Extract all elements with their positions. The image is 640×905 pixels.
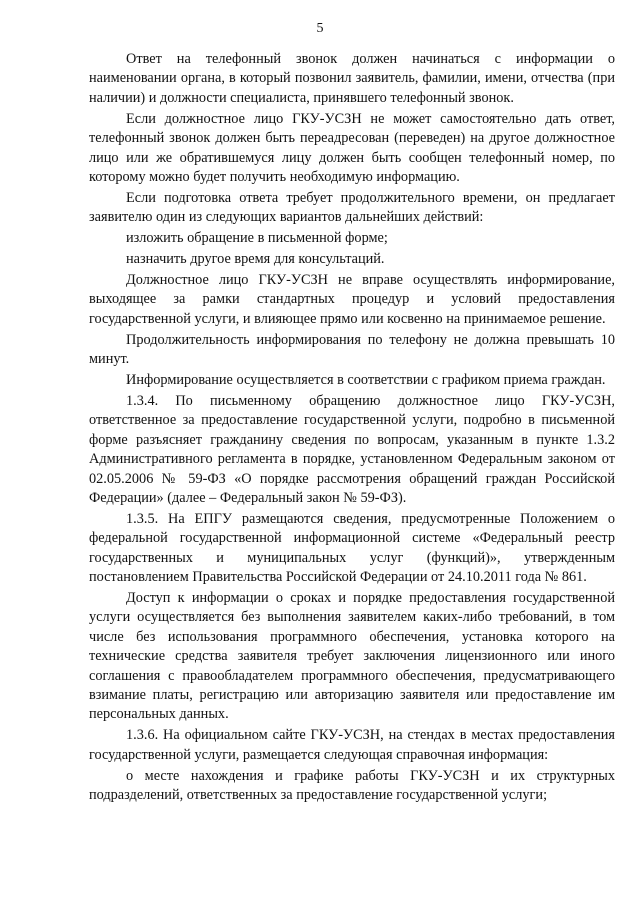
paragraph-restriction: Должностное лицо ГКУ-УСЗН не вправе осуществлять информирование, выходящее за рамки стандартных процедур и условий предоставления государственной услуги, и влияющее прямо или косвенно на принимаемое решение. xyxy=(89,271,615,327)
paragraph-schedule: Информирование осуществляется в соответствии с графиком приема граждан. xyxy=(126,372,606,388)
page-number: 5 xyxy=(316,21,324,36)
paragraph-option-written: изложить обращение в письменной форме; xyxy=(126,230,388,247)
paragraph-1-3-4: 1.3.4. По письменному обращению должностное лицо ГКУ-УСЗН, ответственное за предоставление государственной услуги, подробно в письменной форме разъясняет гражданину сведения по вопросам, указанным в пункте 1.3.2 Административного регламента в порядке, установленном Федеральным законом от 02.05.2006 № 59-ФЗ «О порядке рассмотрения обращений граждан Российской Федерации» (далее – Федеральный закон № 59-ФЗ). xyxy=(89,392,615,506)
paragraph-duration: Продолжительность информирования по телефону не должна превышать 10 минут. xyxy=(89,331,615,368)
document-body xyxy=(89,50,615,807)
paragraph-1-3-5: 1.3.5. На ЕПГУ размещаются сведения, предусмотренные Положением о федеральной государственной информационной системе «Федеральный реестр государственных и муниципальных услуг (функций)», утвержденным постановлением Правительства Российской Федерации от 24.10.2011 года № 861. xyxy=(89,510,615,586)
paragraph-option-reschedule: назначить другое время для консультаций. xyxy=(126,251,385,268)
paragraph-long-preparation: Если подготовка ответа требует продолжительного времени, он предлагает заявителю один из следующих вариантов дальнейших действий: xyxy=(89,189,615,226)
paragraph-location-info: о месте нахождения и графике работы ГКУ-УСЗН и их структурных подразделений, ответственных за предоставление государственной услуги; xyxy=(89,767,615,804)
paragraph-phone-answer: Ответ на телефонный звонок должен начинаться с информации о наименовании органа, в который позвонил заявитель, фамилии, имени, отчества (при наличии) и должности специалиста, принявшего телефонный звонок. xyxy=(89,51,615,106)
paragraph-redirect-call: Если должностное лицо ГКУ-УСЗН не может самостоятельно дать ответ, телефонный звонок должен быть переадресован (переведен) на другое должностное лицо или же обратившемуся лицу должен быть сообщен телефонный номер, по которому можно будет получить необходимую информацию. xyxy=(89,110,615,185)
paragraph-1-3-6: 1.3.6. На официальном сайте ГКУ-УСЗН, на стендах в местах предоставления государственной услуги, размещается следующая справочная информация: xyxy=(89,727,615,763)
paragraph-access: Доступ к информации о сроках и порядке предоставления государственной услуги осуществляется без выполнения заявителем каких-либо требований, в том числе без использования программного обеспечения, установка которого на технические средства заявителя требует заключения лицензионного или иного соглашения с правообладателем программного обеспечения, предусматривающего взимание платы, регистрацию или авторизацию заявителя или предоставление им персональных данных. xyxy=(89,589,615,723)
